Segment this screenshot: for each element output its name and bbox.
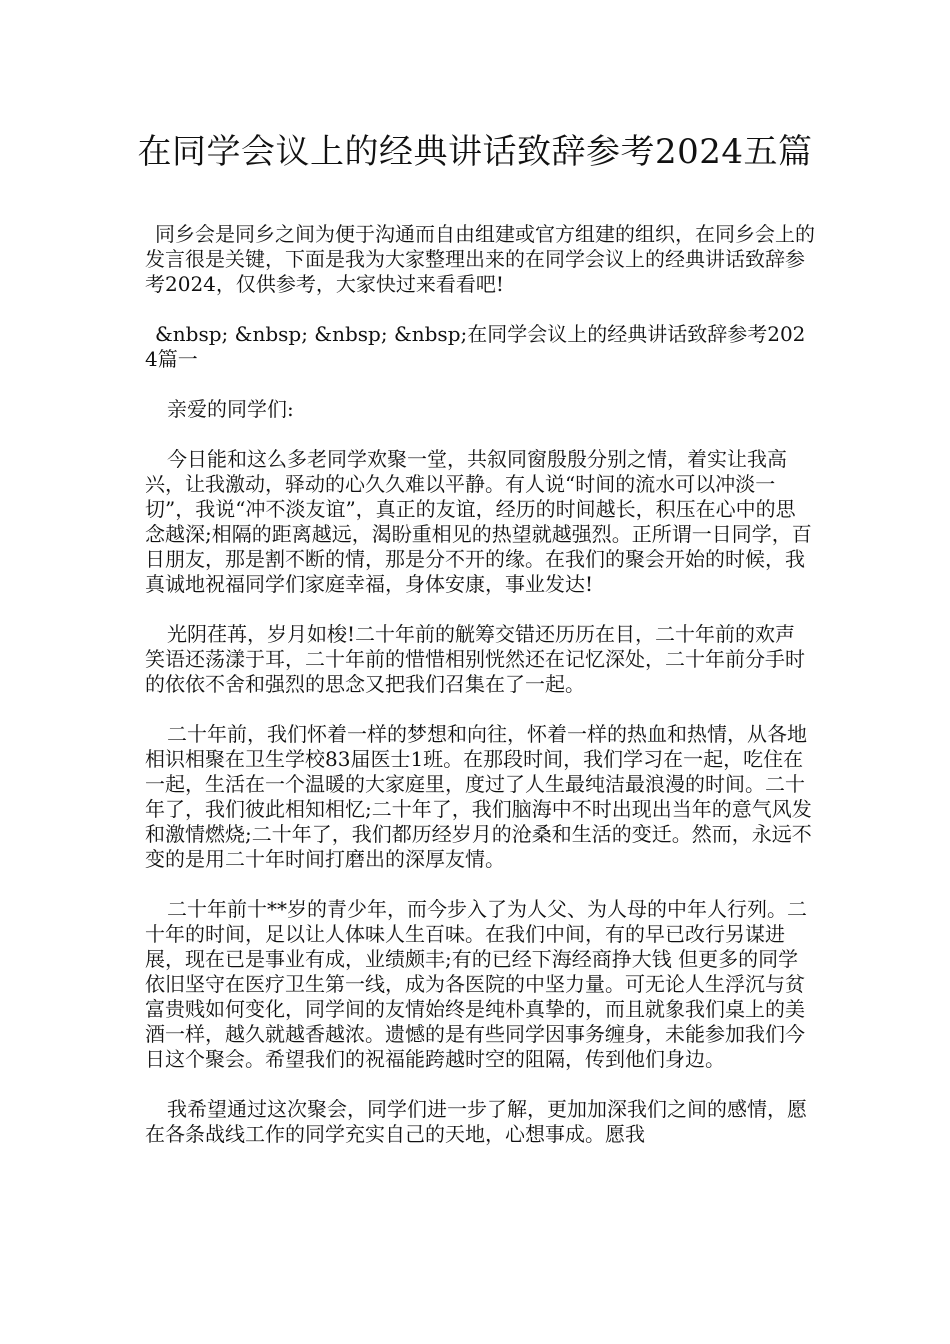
intro-paragraph: 同乡会是同乡之间为便于沟通而自由组建或官方组建的组织，在同乡会上的发言很是关键，下面是我为大家整理出来的在同学会议上的经典讲话致辞参考2024，仅供参考，大家快过来看看吧! bbox=[145, 222, 815, 296]
section-heading-1: &nbsp; &nbsp; &nbsp; &nbsp;在同学会议上的经典讲话致辞参考2024篇一 bbox=[145, 322, 806, 371]
salutation: 亲爱的同学们: bbox=[167, 397, 294, 421]
document-title: 在同学会议上的经典讲话致辞参考2024五篇 bbox=[137, 132, 813, 172]
body-paragraph: 我希望通过这次聚会，同学们进一步了解，更加加深我们之间的感情，愿在各条战线工作的同学充实自己的天地，心想事成。愿我 bbox=[145, 1097, 807, 1146]
body-paragraph: 二十年前十**岁的青少年，而今步入了为人父、为人母的中年人行列。二十年的时间，足以让人体味人生百味。在我们中间，有的早已改行另谋进展，现在已是事业有成，业绩颇丰;有的已经下海经商挣大钱 但更多的同学依旧坚守在医疗卫生第一线，成为各医院的中坚力量。可无论人生浮沉与贫富贵贱如何变化，同学间的友情始终是纯朴真挚的，而且就象我们桌上的美酒一样，越久就越香越浓。遗憾的是有些同学因事务缠身，未能参加我们今日这个聚会。希望我们的祝福能跨越时空的阻隔，传到他们身边。 bbox=[145, 897, 807, 1071]
body-paragraph: 二十年前，我们怀着一样的梦想和向往，怀着一样的热血和热情，从各地相识相聚在卫生学校83届医士1班。在那段时间，我们学习在一起，吃住在一起，生活在一个温暖的大家庭里，度过了人生最纯洁最浪漫的时间。二十年了，我们彼此相知相忆;二十年了，我们脑海中不时出现出当年的意气风发和激情燃烧;二十年了，我们都历经岁月的沧桑和生活的变迁。然而，永远不变的是用二十年时间打磨出的深厚友情。 bbox=[145, 722, 812, 871]
body-paragraph: 今日能和这么多老同学欢聚一堂，共叙同窗殷殷分别之情，着实让我高兴，让我激动，驿动的心久久难以平静。有人说“时间的流水可以冲淡一切”，我说“冲不淡友谊”，真正的友谊，经历的时间越长，积压在心中的思念越深;相隔的距离越远，渴盼重相见的热望就越强烈。正所谓一日同学，百日朋友，那是割不断的情，那是分不开的缘。在我们的聚会开始的时候，我真诚地祝福同学们家庭幸福，身体安康，事业发达! bbox=[145, 447, 812, 596]
body-paragraph: 光阴荏苒，岁月如梭!二十年前的觥筹交错还历历在目，二十年前的欢声笑语还荡漾于耳，二十年前的惜惜相别恍然还在记忆深处，二十年前分手时的依依不舍和强烈的思念又把我们召集在了一起。 bbox=[145, 622, 805, 696]
document-body bbox=[145, 222, 815, 1147]
